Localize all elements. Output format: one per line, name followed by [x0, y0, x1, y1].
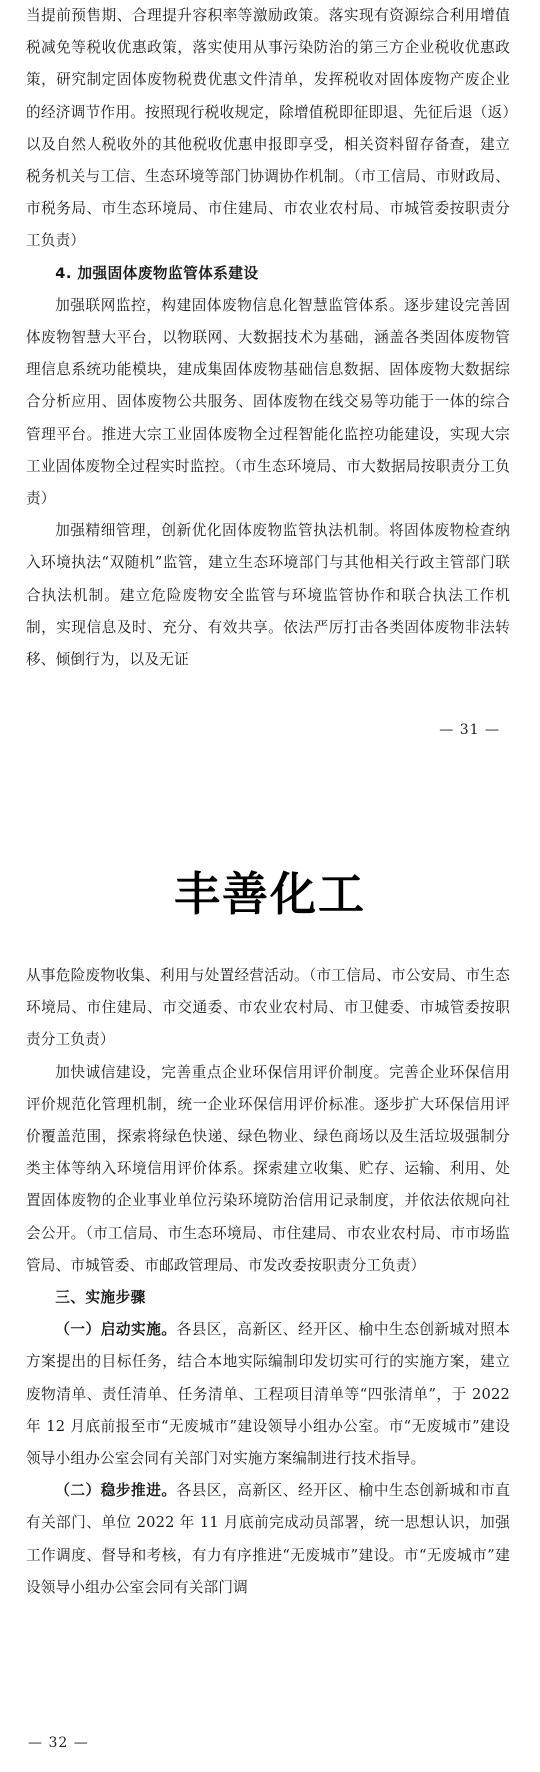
paragraph-step-advance — [26, 1475, 510, 1604]
document-page-31 — [0, 0, 540, 760]
step-label-advance: （二）稳步推进。 — [55, 1482, 177, 1500]
paragraph-networked-monitoring: 加强联网监控，构建固体废物信息化智慧监管体系。逐步建设完善固体废物智慧大平台，以物联网、大数据技术为基础，涵盖各类固体废物管理信息系统功能模块，建成集固体废物基础信息数据、固体废物大数据综合分析应用、固体废物公共服务、固体废物在线交易等功能于一体的综合管理平台。推进大宗工业固体废物全过程智能化监控功能建设，实现大宗工业固体废物全过程实时监控。（市生态环境局、市大数据局按职责分工负责） — [26, 296, 510, 508]
watermark-logo: 丰善化工 — [174, 867, 366, 921]
step-text-launch: 各县区，高新区、经开区、榆中生态创新城对照本方案提出的目标任务，结合本地实际编制印发切实可行的实施方案，建立废物清单、责任清单、任务清单、工程项目清单等“四张清单”，于 2022 年 12 月底前报至市“无废城市”建设领导小组办公室。市“无废城市”建设领导小组办公室会同有关部门对实施方案编制进行技术指导。 — [26, 1321, 510, 1468]
section-heading-supervision-system: 4. 加强固体废物监管体系建设 — [55, 264, 259, 282]
paragraph-step-launch — [26, 1314, 510, 1475]
document-page-32 — [0, 960, 540, 1772]
paragraph-tax-incentives: 当提前预售期、合理提升容积率等激励政策。落实现有资源综合利用增值税减免等税收优惠政策，落实使用从事污染防治的第三方企业税收优惠政策，研究制定固体废物税费优惠文件清单，发挥税收对固体废物产废企业的经济调节作用。按照现行税收规定，除增值税即征即退、先征后退（返）以及自然人税收外的其他税收优惠申报即享受，相关资料留存备查，建立税务机关与工信、生态环境等部门协调协作机制。（市工信局、市财政局、市税务局、市生态环境局、市住建局、市农业农村局、市城管委按职责分工负责） — [26, 7, 510, 250]
step-text-advance: 各县区，高新区、经开区、榆中生态创新城和市直有关部门、单位 2022 年 11 月底前完成动员部署，统一思想认识，加强工作调度、督导和考核，有力有序推进“无废城市”建设。市“无废城市”建设领导小组办公室会同有关部门调 — [26, 1482, 510, 1596]
paragraph-refined-management: 加强精细管理，创新优化固体废物监管执法机制。将固体废物检查纳入环境执法“双随机”监管，建立生态环境部门与其他相关行政主管部门联合执法机制。建立危险废物安全监管与环境监管协作和联合执法工作机制，实现信息及时、充分、有效共享。依法严厉打击各类固体废物非法转移、倾倒行为，以及无证 — [26, 522, 510, 669]
step-label-launch: （一）启动实施。 — [55, 1321, 177, 1339]
page-number-32: — 32 — — [28, 1735, 89, 1751]
section-heading-implementation-steps: 三、实施步骤 — [55, 1289, 146, 1307]
paragraph-hazardous-waste-continuation: 从事危险废物收集、利用与处置经营活动。（市工信局、市公安局、市生态环境局、市住建局、市交通委、市农业农村局、市卫健委、市城管委按职责分工负责） — [26, 967, 510, 1049]
page-number-31: — 31 — — [439, 722, 500, 738]
paragraph-credit-construction: 加快诚信建设，完善重点企业环保信用评价制度。完善企业环保信用评价规范化管理机制，统一企业环保信用评价标准。逐步扩大环保信用评价覆盖范围，探索将绿色快递、绿色物业、绿色商场以及生活垃圾强制分类主体等纳入环境信用评价体系。探索建立收集、贮存、运输、利用、处置固体废物的企业事业单位污染环境防治信用记录制度，并依法依规向社会公开。（市工信局、市生态环境局、市住建局、市农业农村局、市市场监管局、市城管委、市邮政管理局、市发改委按职责分工负责） — [26, 1063, 510, 1274]
